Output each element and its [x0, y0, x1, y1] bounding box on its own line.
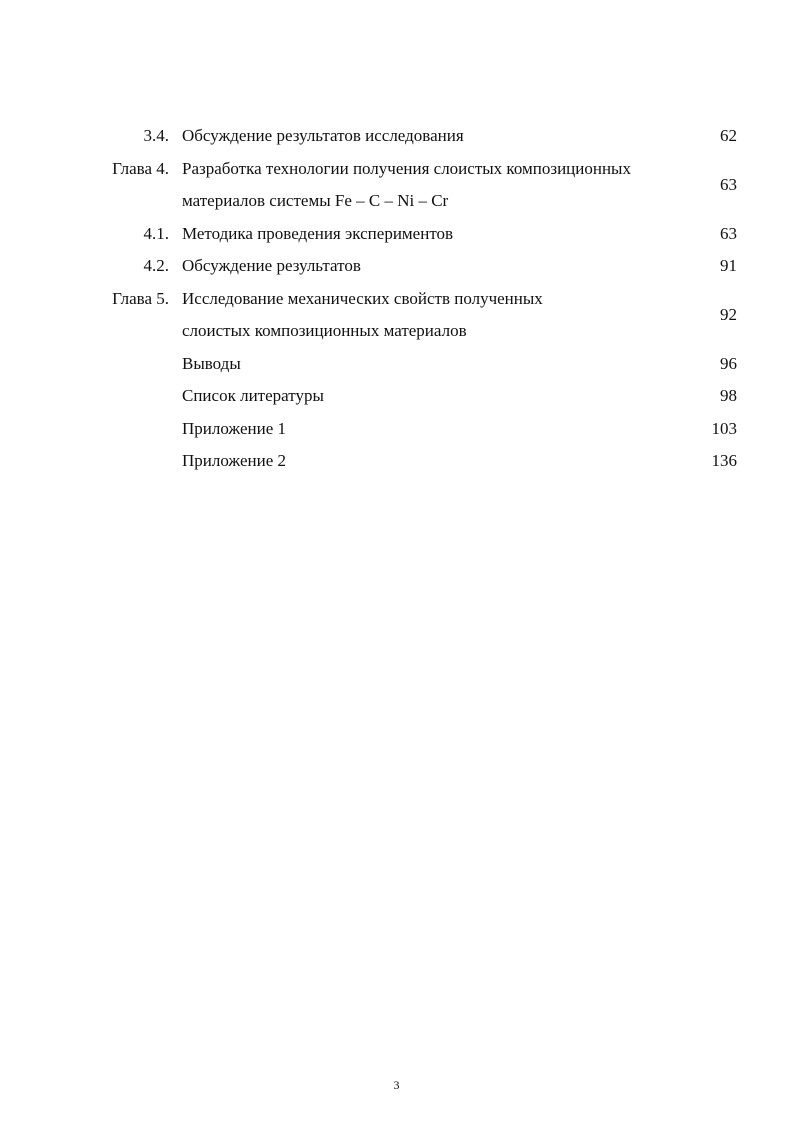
toc-entry-title	[182, 380, 682, 413]
toc-entry-title-line: слоистых композиционных материалов	[182, 321, 467, 340]
toc-entry-number: 3.4.	[143, 126, 169, 145]
toc-entry-title-line: Методика проведения экспериментов	[182, 223, 454, 243]
toc-entry-title	[182, 348, 682, 381]
toc-entry-page: 63	[720, 223, 737, 243]
toc-entry	[0, 250, 793, 283]
toc-entry-title	[182, 283, 682, 348]
toc-entry	[0, 445, 793, 478]
toc-entry-title-line: Разработка технологии получения слоистых композиционных	[182, 158, 631, 178]
toc-entry-page: 91	[720, 256, 737, 275]
toc-entry-page: 103	[711, 418, 737, 438]
toc-entry	[0, 283, 793, 348]
toc-entry-page: 136	[711, 451, 737, 470]
toc-entry-number: 4.2.	[143, 256, 169, 275]
toc-entry	[0, 153, 793, 218]
page-number: 3	[393, 1078, 400, 1092]
toc-entry-number: 4.1.	[143, 223, 169, 243]
toc-entry-title	[182, 250, 682, 283]
toc-entry	[0, 413, 793, 446]
toc-entry-page: 96	[720, 353, 737, 373]
toc-entry	[0, 218, 793, 251]
toc-entry-title	[182, 445, 682, 478]
toc-entry-number: Глава 5.	[112, 288, 169, 308]
toc-entry-page: 62	[720, 126, 737, 145]
toc-entry	[0, 348, 793, 381]
toc-entry	[0, 380, 793, 413]
toc-entry-title	[182, 218, 682, 251]
table-of-contents	[0, 120, 793, 478]
toc-entry-page: 98	[720, 386, 737, 405]
toc-entry-title-line: Выводы	[182, 353, 241, 373]
toc-entry-title-line: Приложение 2	[182, 451, 286, 470]
toc-entry-title-line: Список литературы	[182, 386, 324, 405]
toc-entry-page: 92	[720, 304, 737, 324]
toc-entry-title-line: материалов системы Fe – C – Ni – Cr	[182, 191, 449, 210]
toc-entry-title-line: Приложение 1	[182, 418, 286, 438]
toc-entry-title	[182, 153, 682, 218]
toc-entry-number: Глава 4.	[112, 158, 169, 178]
toc-entry-title	[182, 120, 682, 153]
toc-entry-title-line: Исследование механических свойств полученных	[182, 288, 543, 308]
toc-entry-title-line: Обсуждение результатов исследования	[182, 126, 464, 145]
toc-entry	[0, 120, 793, 153]
toc-entry-title-line: Обсуждение результатов	[182, 256, 361, 275]
toc-entry-page: 63	[720, 174, 737, 194]
toc-entry-title	[182, 413, 682, 446]
